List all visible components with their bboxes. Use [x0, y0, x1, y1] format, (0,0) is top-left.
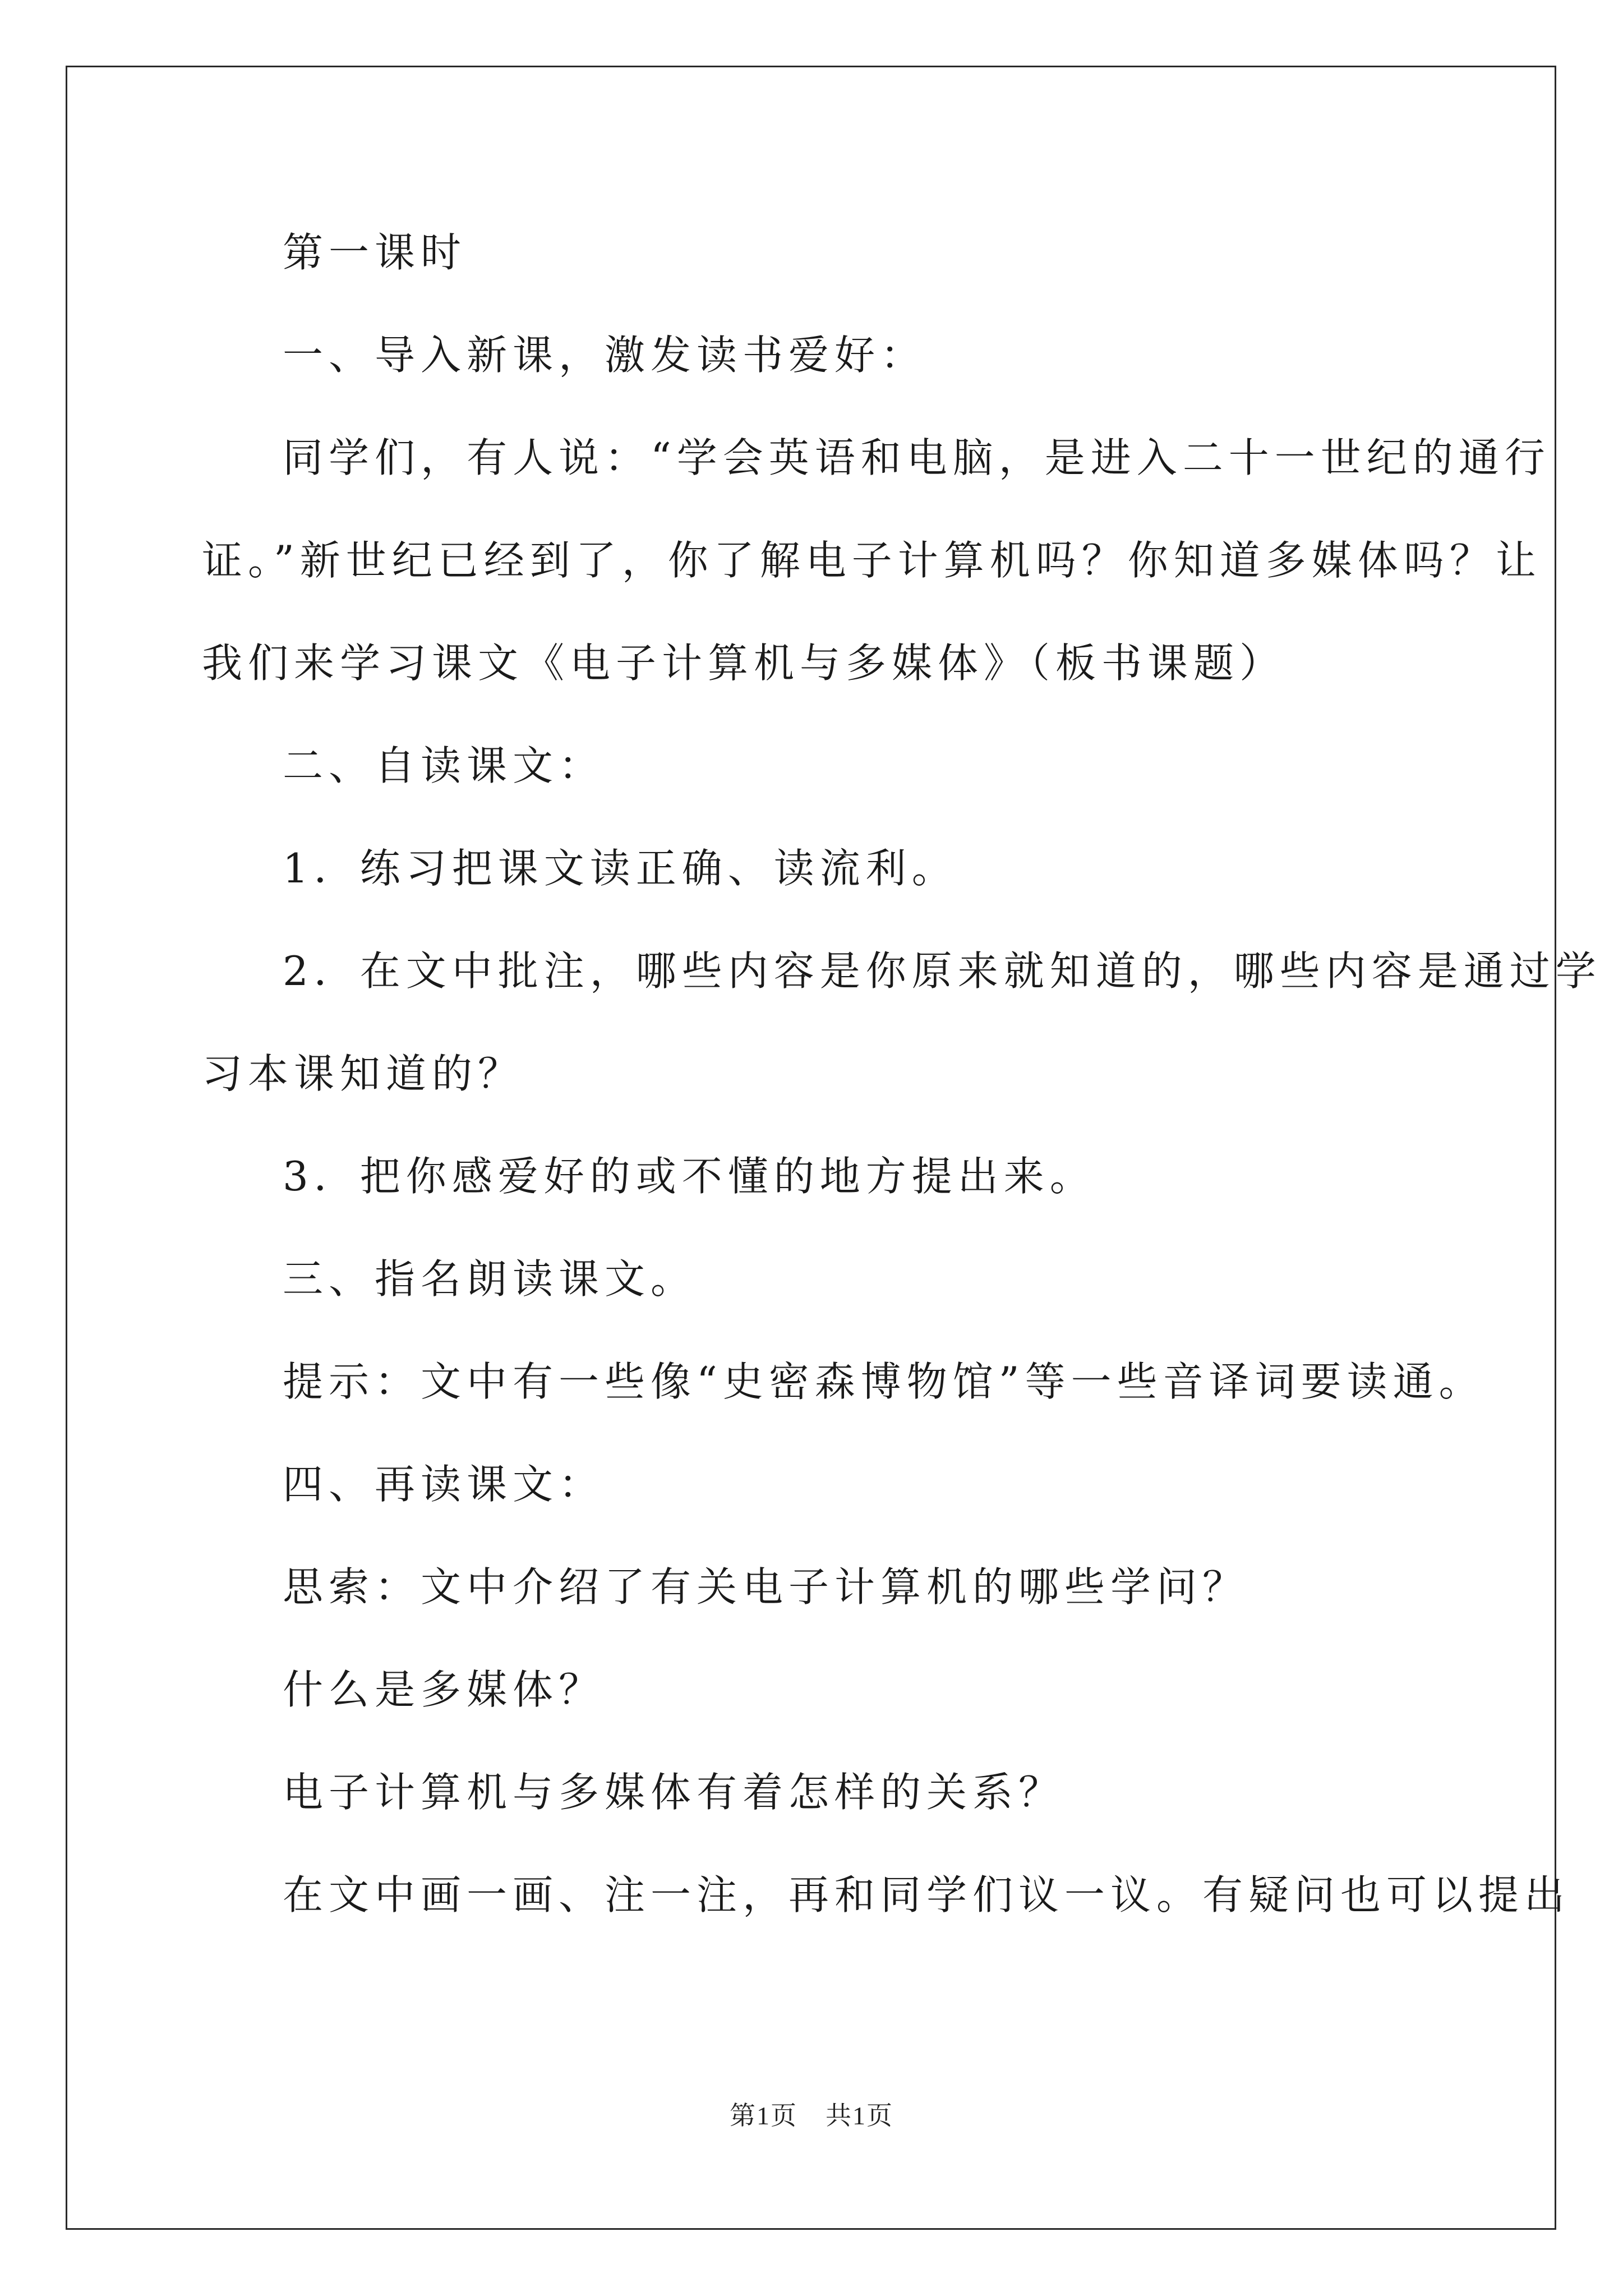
paragraph-line: 什么是多媒体？ [283, 1666, 605, 1713]
paragraph-line: 我们来学习课文《电子计算机与多媒体》（板书课题） [202, 639, 1286, 687]
lesson-heading: 第一课时 [283, 229, 467, 276]
paragraph-line: 提示：文中有一些像“史密森博物馆”等一些音译词要读通。 [283, 1358, 1485, 1405]
paragraph-line: 同学们，有人说：“学会英语和电脑，是进入二十一世纪的通行 [283, 434, 1551, 481]
page-footer [0, 2095, 1623, 2132]
section-heading-1: 一、导入新课，激发读书爱好： [283, 332, 927, 379]
paragraph-line: 在文中画一画、注一注，再和同学们议一议。有疑问也可以提出 [283, 1871, 1571, 1918]
document-body [202, 224, 1602, 1923]
section-heading-2: 二、自读课文： [283, 742, 605, 789]
page-number: 第1页 [730, 2101, 797, 2130]
section-heading-4: 四、再读课文： [283, 1461, 605, 1508]
section-heading-3: 三、指名朗读课文。 [283, 1255, 697, 1303]
page-count: 共1页 [826, 2101, 893, 2130]
list-item: 1．练习把课文读正确、读流利。 [283, 845, 958, 892]
paragraph-line: 思索：文中介绍了有关电子计算机的哪些学问？ [283, 1563, 1249, 1611]
list-item-continuation: 习本课知道的？ [202, 1050, 524, 1097]
paragraph-line: 电子计算机与多媒体有着怎样的关系？ [283, 1769, 1065, 1816]
paragraph-line: 证。”新世纪已经到了，你了解电子计算机吗？你知道多媒体吗？让 [202, 537, 1542, 584]
list-item: 3．把你感爱好的或不懂的地方提出来。 [283, 1153, 1096, 1200]
list-item: 2．在文中批注，哪些内容是你原来就知道的，哪些内容是通过学 [283, 947, 1602, 995]
